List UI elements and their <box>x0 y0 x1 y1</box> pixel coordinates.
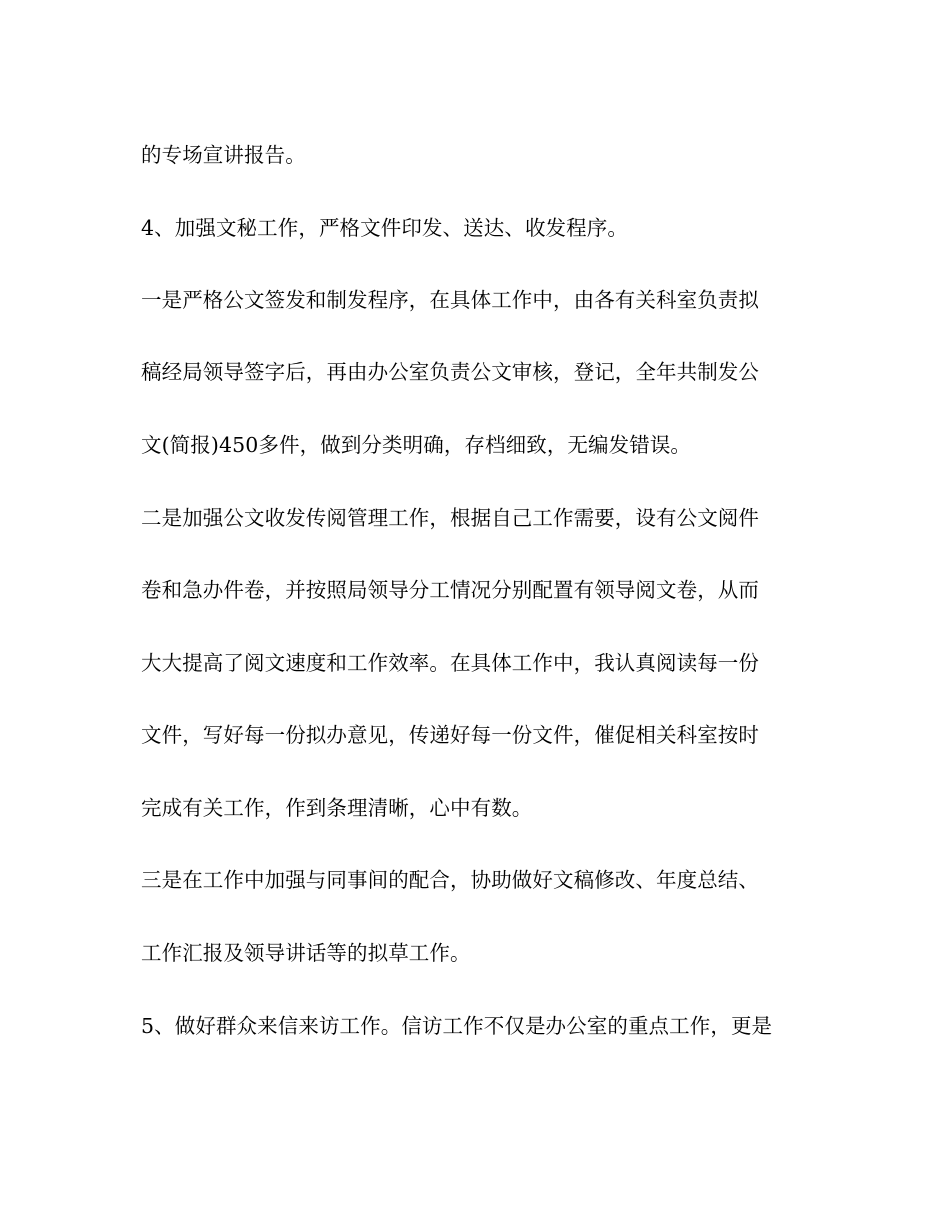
text-line-11: 三是在工作中加强与同事间的配合，协助做好文稿修改、年度总结、 <box>141 868 759 892</box>
text-line-5: 文(简报)450多件，做到分类明确，存档细致，无编发错误。 <box>141 433 692 457</box>
text-line-10: 完成有关工作，作到条理清晰，心中有数。 <box>141 796 533 820</box>
text-line-7: 卷和急办件卷，并按照局领导分工情况分别配置有领导阅文卷，从而 <box>141 578 759 602</box>
text-line-3: 一是严格公文签发和制发程序，在具体工作中，由各有关科室负责拟 <box>141 288 759 312</box>
text-line-4: 稿经局领导签字后，再由办公室负责公文审核，登记，全年共制发公 <box>141 360 759 384</box>
text-line-13: 5、做好群众来信来访工作。信访工作不仅是办公室的重点工作，更是 <box>141 1014 773 1038</box>
text-line-9: 文件，写好每一份拟办意见，传递好每一份文件，催促相关科室按时 <box>141 723 759 747</box>
text-line-1: 的专场宣讲报告。 <box>141 143 306 167</box>
text-line-12: 工作汇报及领导讲话等的拟草工作。 <box>141 941 471 965</box>
text-line-8: 大大提高了阅文速度和工作效率。在具体工作中，我认真阅读每一份 <box>141 651 759 675</box>
text-line-6: 二是加强公文收发传阅管理工作，根据自己工作需要，设有公文阅件 <box>141 506 759 530</box>
text-line-2: 4、加强文秘工作，严格文件印发、送达、收发程序。 <box>141 216 628 240</box>
